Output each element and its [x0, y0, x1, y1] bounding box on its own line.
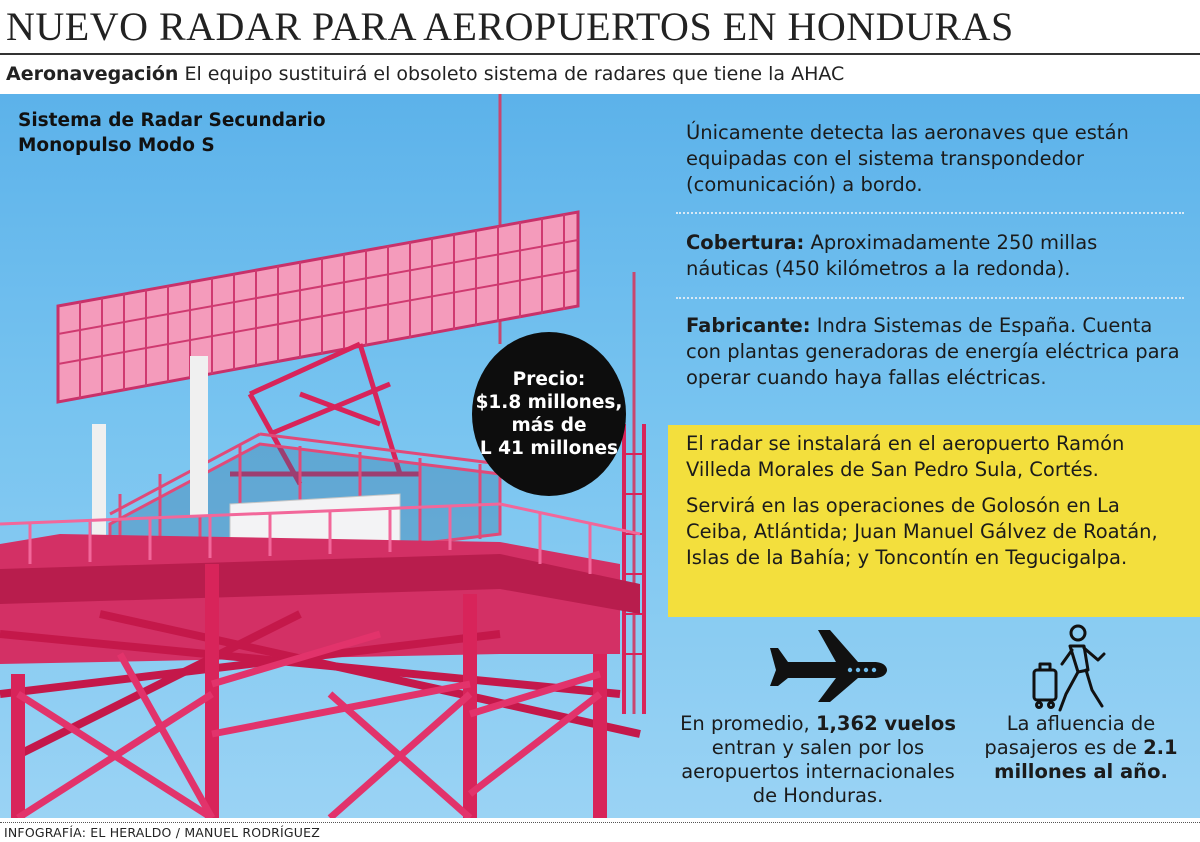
subtitle — [6, 59, 844, 89]
coverage-paragraph — [686, 230, 1186, 282]
title-divider — [0, 53, 1200, 55]
passengers-stat — [978, 712, 1184, 784]
system-name-line2: Monopulso Modo S — [18, 135, 215, 156]
price-lempiras: L 41 millones — [479, 438, 619, 459]
coverage-label: Cobertura: — [686, 231, 805, 254]
section-label: Aeronavegación — [6, 63, 179, 85]
price-connector: más de — [511, 415, 587, 436]
infographic-title: NUEVO RADAR PARA AEROPUERTOS EN HONDURAS — [6, 4, 1014, 49]
coverage-text: Aproximadamente 250 millas náuticas (450 kilómetros a la redonda). — [686, 231, 1098, 280]
detection-paragraph: Únicamente detecta las aeronaves que están equipadas con el sistema transpondedor (comunicación) a bordo. — [686, 121, 1129, 196]
passengers-value: 2.1 millones al año. — [994, 736, 1178, 783]
radar-photo-panel — [0, 94, 1200, 818]
flights-post: entran y salen por los aeropuertos internacionales de Honduras. — [681, 736, 955, 807]
footer-divider — [0, 822, 1200, 823]
flights-value: 1,362 vuelos — [815, 712, 956, 735]
installation-location: El radar se instalará en el aeropuerto Ramón Villeda Morales de San Pedro Sula, Cortés. — [686, 432, 1125, 481]
infographic-credit: INFOGRAFÍA: EL HERALDO / MANUEL RODRÍGUEZ — [4, 825, 321, 840]
divider — [676, 297, 1184, 299]
manufacturer-label: Fabricante: — [686, 314, 811, 337]
flights-pre: En promedio, — [680, 712, 816, 735]
operations-served: Servirá en las operaciones de Golosón en La Ceiba, Atlántida; Juan Manuel Gálvez de Roatán, Islas de la Bahía; y Toncontín en Tegucigalpa. — [686, 494, 1158, 569]
system-name-line1: Sistema de Radar Secundario — [18, 110, 326, 131]
passengers-pre: La afluencia de pasajeros es de — [984, 712, 1156, 759]
price-label: Precio: — [512, 369, 586, 390]
radar-system-name — [18, 108, 378, 158]
subtitle-text: El equipo sustituirá el obsoleto sistema de radares que tiene la AHAC — [178, 63, 845, 85]
traveler-with-luggage-icon — [1026, 624, 1110, 714]
highlight-box — [668, 425, 1200, 617]
manufacturer-text: Indra Sistemas de España. Cuenta con plantas generadoras de energía eléctrica para operar cuando haya fallas eléctricas. — [686, 314, 1180, 389]
airplane-icon — [766, 626, 888, 704]
flights-stat — [668, 712, 968, 808]
price-badge — [472, 332, 626, 496]
manufacturer-paragraph — [686, 313, 1186, 391]
price-usd: $1.8 millones, — [475, 392, 623, 413]
divider — [676, 212, 1184, 214]
